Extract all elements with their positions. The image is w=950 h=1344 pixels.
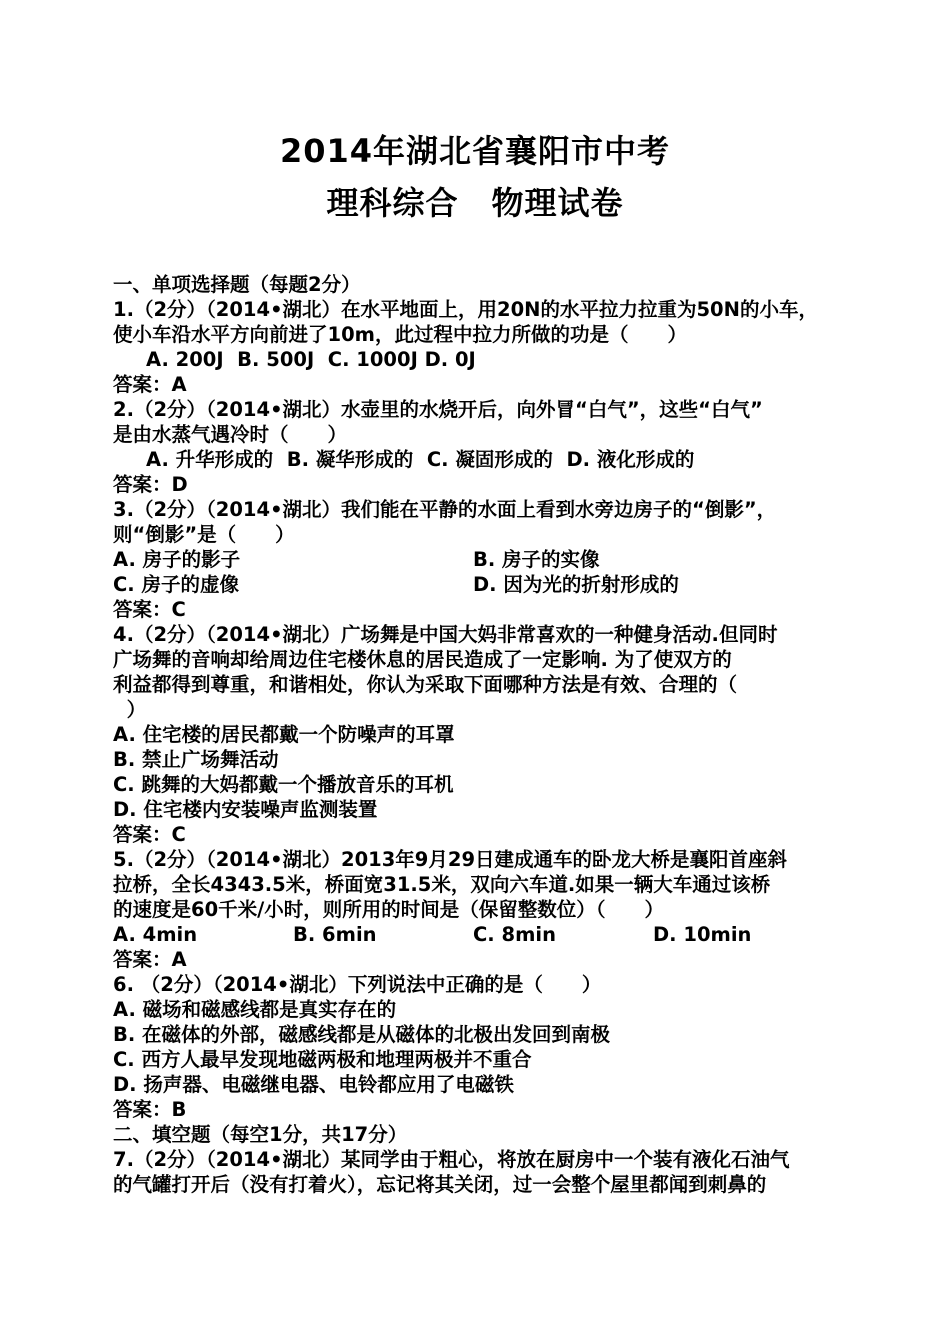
- exam-content: [113, 272, 853, 1197]
- question-stem: 的速度是60千米/小时，则所用的时间是（保留整数位）（ ）: [113, 898, 665, 921]
- option-b: B. 在磁体的外部，磁感线都是从磁体的北极出发回到南极: [113, 1023, 611, 1046]
- question-7: [113, 1147, 853, 1197]
- option-a: A. 住宅楼的居民都戴一个防噪声的耳罩: [113, 723, 455, 746]
- answer: 答案：C: [113, 823, 186, 846]
- option-c: C. 房子的虚像: [113, 573, 240, 596]
- question-stem: 拉桥，全长4343.5米，桥面宽31.5米，双向六车道.如果一辆大车通过该桥: [113, 873, 771, 896]
- option-row: [113, 572, 853, 597]
- question-5: [113, 847, 853, 972]
- answer: 答案：A: [113, 373, 187, 396]
- question-options: A. 升华形成的 B. 凝华形成的 C. 凝固形成的 D. 液化形成的: [146, 448, 695, 471]
- question-stem: 5.（2分）（2014•湖北）2013年9月29日建成通车的卧龙大桥是襄阳首座斜: [113, 848, 788, 871]
- question-stem: 是由水蒸气遇冷时（ ）: [113, 423, 348, 446]
- option-d: D. 因为光的折射形成的: [473, 573, 679, 596]
- question-stem: 2.（2分）（2014•湖北）水壶里的水烧开后，向外冒“白气”，这些“白气”: [113, 398, 763, 421]
- option-a: A. 房子的影子: [113, 548, 241, 571]
- option-d: D. 住宅楼内安装噪声监测装置: [113, 798, 378, 821]
- answer: 答案：C: [113, 598, 186, 621]
- question-stem: ）: [113, 698, 147, 721]
- question-stem: 使小车沿水平方向前进了10m，此过程中拉力所做的功是（ ）: [113, 323, 687, 346]
- question-3: [113, 497, 853, 622]
- question-4: [113, 622, 853, 847]
- exam-title: 2014年湖北省襄阳市中考: [279, 132, 671, 170]
- question-stem: 利益都得到尊重，和谐相处，你认为采取下面哪种方法是有效、合理的（: [113, 673, 738, 696]
- option-c: C. 8min: [473, 923, 556, 946]
- question-stem: 7.（2分）（2014•湖北）某同学由于粗心，将放在厨房中一个装有液化石油气: [113, 1148, 790, 1171]
- question-stem: 6. （2分）（2014•湖北）下列说法中正确的是（ ）: [113, 973, 602, 996]
- option-b: B. 6min: [293, 923, 377, 946]
- option-a: A. 磁场和磁感线都是真实存在的: [113, 998, 397, 1021]
- question-2: [113, 397, 853, 497]
- option-c: C. 西方人最早发现地磁两极和地理两极并不重合: [113, 1048, 532, 1071]
- answer: 答案：D: [113, 473, 188, 496]
- question-1: [113, 297, 853, 397]
- option-b: B. 禁止广场舞活动: [113, 748, 279, 771]
- option-d: D. 10min: [653, 923, 752, 946]
- option-b: B. 房子的实像: [473, 548, 600, 571]
- section-heading: 二、填空题（每空1分，共17分）: [113, 1123, 408, 1146]
- option-row: [113, 922, 853, 947]
- exam-subtitle: 理科综合 物理试卷: [326, 184, 624, 222]
- option-a: A. 4min: [113, 923, 198, 946]
- answer: 答案：B: [113, 1098, 187, 1121]
- section-heading: 一、单项选择题（每题2分）: [113, 273, 361, 296]
- question-options: A. 200J B. 500J C. 1000J D. 0J: [146, 348, 476, 371]
- question-stem: 1.（2分）（2014•湖北）在水平地面上，用20N的水平拉力拉重为50N的小车，: [113, 298, 818, 321]
- question-stem: 3.（2分）（2014•湖北）我们能在平静的水面上看到水旁边房子的“倒影”，: [113, 498, 777, 521]
- option-row: [113, 547, 853, 572]
- option-c: C. 跳舞的大妈都戴一个播放音乐的耳机: [113, 773, 454, 796]
- answer: 答案：A: [113, 948, 187, 971]
- option-d: D. 扬声器、电磁继电器、电铃都应用了电磁铁: [113, 1073, 514, 1096]
- question-stem: 4.（2分）（2014•湖北）广场舞是中国大妈非常喜欢的一种健身活动.但同时: [113, 623, 778, 646]
- question-6: [113, 972, 853, 1122]
- question-stem: 广场舞的音响却给周边住宅楼休息的居民造成了一定影响. 为了使双方的: [113, 648, 732, 671]
- question-stem: 的气罐打开后（没有打着火），忘记将其关闭，过一会整个屋里都闻到刺鼻的: [113, 1173, 767, 1196]
- question-stem: 则“倒影”是（ ）: [113, 523, 295, 546]
